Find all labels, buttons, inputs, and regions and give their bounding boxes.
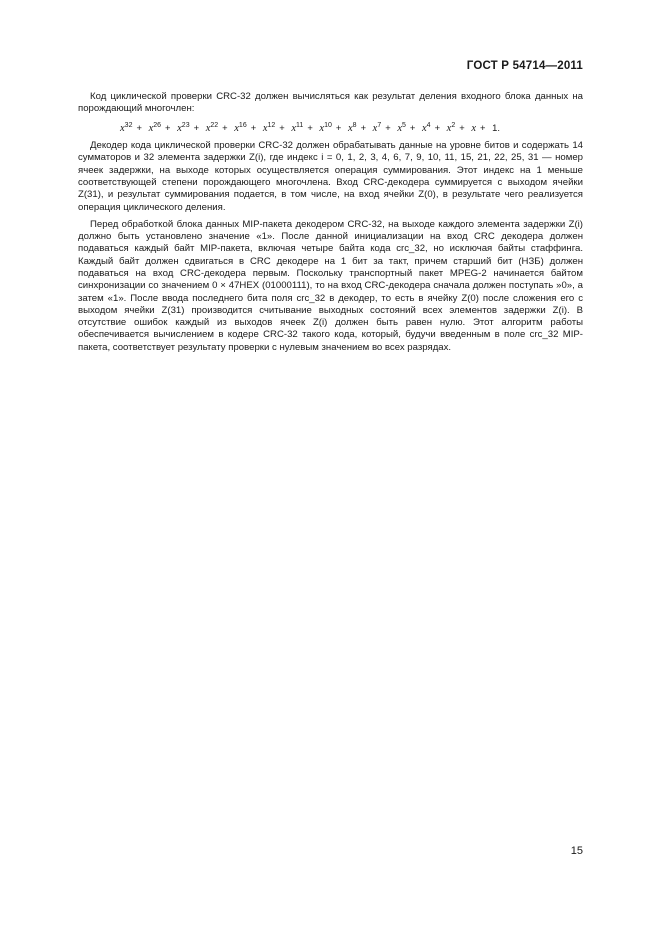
page-body (78, 91, 583, 354)
poly-exponent: 10 (324, 121, 332, 129)
poly-term: x (422, 122, 427, 134)
poly-term: x (319, 122, 325, 134)
poly-exponent: 7 (377, 121, 382, 129)
poly-term: x (397, 122, 402, 134)
plus-sign: + (279, 121, 285, 133)
poly-exponent: 11 (296, 121, 304, 129)
generator-polynomial (78, 120, 583, 135)
plus-sign: + (480, 121, 486, 133)
poly-term: x (471, 122, 477, 134)
poly-exponent: 4 (426, 121, 431, 129)
poly-exponent: 32 (124, 121, 133, 129)
plus-sign: + (307, 121, 313, 133)
poly-term: x (120, 122, 125, 134)
plus-sign: + (193, 121, 200, 133)
poly-exponent: 12 (267, 121, 276, 129)
document-header: ГОСТ Р 54714—2011 (466, 60, 583, 72)
poly-term: x (291, 122, 297, 134)
paragraph-decoder-procedure: Перед обработкой блока данных MIP-пакета декодером CRC-32, на выходе каждого элемента задержки Z(i) должно быть установлено значение «1». После данной инициализации на вход CRC декодера должен подаваться каждый байт MIP-пакета, включая четыре байта кода crc_32, но исключая байты стаффинга. Каждый байт должен сдвигаться в CRC декодере на 1 бит за такт, причем старший бит (НЗБ) должен подаваться на вход CRC-декодера первым. Поскольку транспортный пакет MPEG-2 начинается байтом синхронизации со значением 0 × 47HEX (01000111), то на вход CRC-декодера сначала должен поступать »0», а затем «1». После ввода последнего бита поля crc_32 в декодер, то есть в ячейку Z(0) после сложения его с выходом ячейки Z(31) производится считывание выходных состояний всех элементов задержки Z(i). В отсутствие ошибок каждый из выходов ячеек Z(i) должен быть равен нулю. Этот алгоритм работы обеспечивается вычислением в кодере CRC-32 такого кода, который, будучи введенным в поле crc_32 MIP-пакета, соответствует результату проверки с нулевым значением во всех разрядах. (78, 218, 583, 353)
plus-sign: + (434, 121, 441, 133)
plus-sign: + (360, 121, 367, 133)
plus-sign: + (385, 121, 391, 133)
poly-exponent: 16 (238, 121, 247, 129)
poly-exponent: 5 (402, 121, 406, 129)
paragraph-decoder-structure: Декодер кода циклической проверки CRC-32 должен обрабатывать данные на уровне битов и содержать 14 сумматоров и 32 элемента задержки Z(i), где индекс i = 0, 1, 2, 3, 4, 6, 7, 9, 10, 11, 15, 21, 22, 25, 31 — номер ячеек задержки, на выходе которых осуществляется операция суммирования. Этот индекс на 1 меньше соответствующей степени порождающего многочлена. Вход CRC-декодера суммируется с выходом ячейки Z(31), и результат суммирования подается, в том числе, на вход ячейки Z(0), в результате чего реализуется операция циклического деления. (78, 140, 583, 213)
poly-term: x (234, 122, 239, 134)
poly-term: x (372, 122, 378, 134)
plus-sign: + (165, 121, 171, 133)
poly-term: x (205, 122, 211, 134)
poly-exponent: 26 (153, 121, 162, 129)
plus-sign: + (409, 121, 416, 133)
paragraph-crc-intro: Код циклической проверки CRC-32 должен вычисляться как результат деления входного блока данных на порождающий многочлен: (78, 91, 583, 115)
poly-exponent: 8 (352, 121, 357, 129)
plus-sign: + (250, 121, 257, 133)
poly-exponent: 2 (451, 121, 456, 129)
plus-sign: + (335, 121, 342, 133)
poly-term: x (148, 122, 154, 134)
poly-term: x (446, 122, 452, 134)
poly-term: x (262, 122, 268, 134)
poly-exponent: 23 (181, 121, 190, 129)
page-number: 15 (570, 845, 583, 857)
plus-sign: + (459, 121, 465, 133)
plus-sign: + (222, 121, 228, 133)
poly-constant: 1. (492, 121, 500, 133)
poly-exponent: 22 (210, 121, 219, 129)
poly-term: x (347, 122, 353, 134)
poly-term: x (177, 122, 182, 134)
plus-sign: + (136, 121, 142, 133)
